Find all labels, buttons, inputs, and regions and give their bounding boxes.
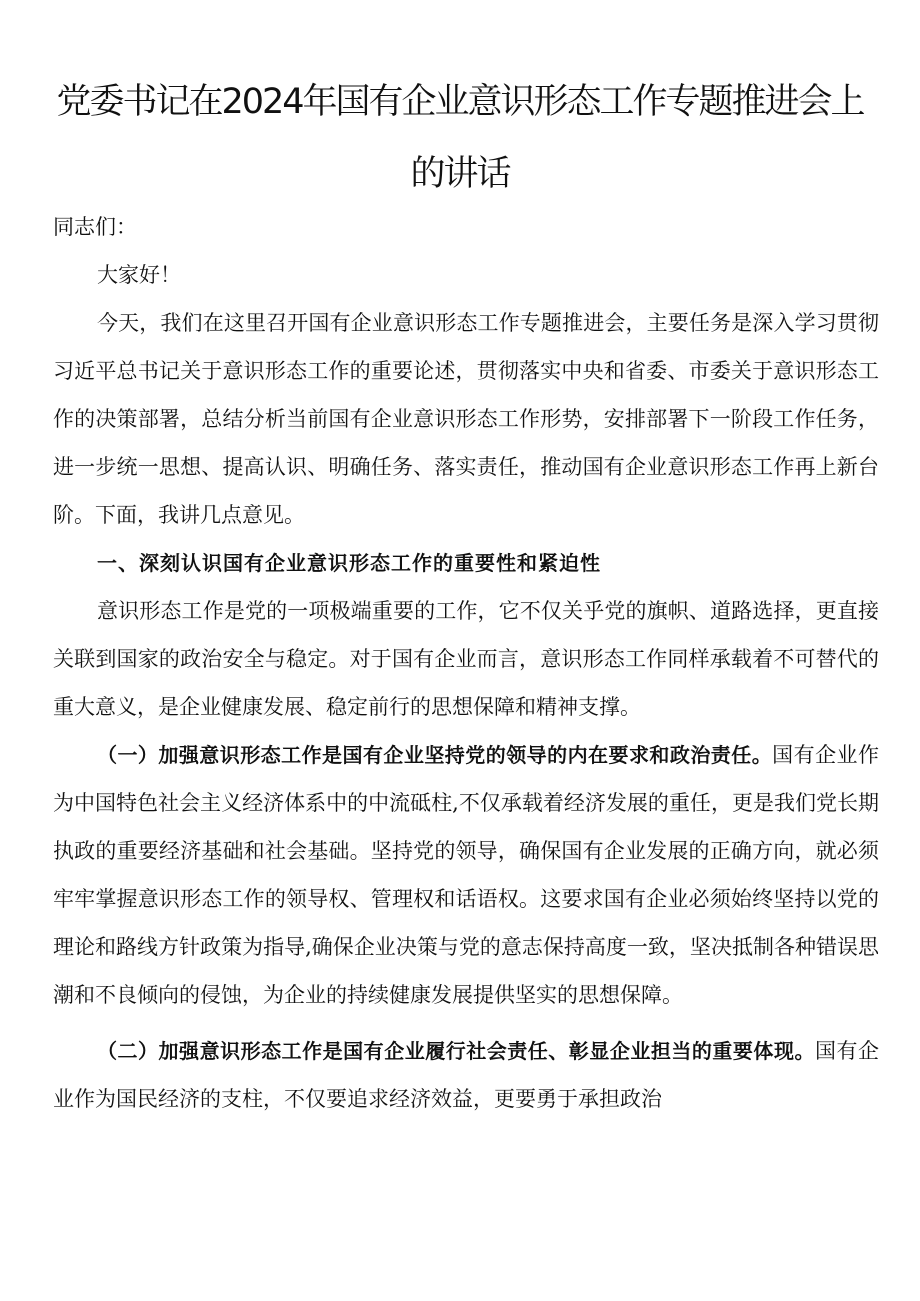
section-1-paragraph: 意识形态工作是党的一项极端重要的工作，它不仅关乎党的旗帜、道路选择，更直接关联到国家的政治安全与稳定。对于国有企业而言，意识形态工作同样承载着不可替代的重大意义，是企业健康发展、稳定前行的思想保障和精神支撑。 (53, 599, 879, 719)
point-2-paragraph (53, 1027, 879, 1123)
point-2-text: 国有企业作为国民经济的支柱，不仅要追求经济效益，更要勇于承担政治 (53, 1039, 880, 1111)
salutation: 同志们： (53, 215, 137, 239)
intro-paragraph: 今天，我们在这里召开国有企业意识形态工作专题推进会，主要任务是深入学习贯彻习近平总书记关于意识形态工作的重要论述，贯彻落实中央和省委、市委关于意识形态工作的决策部署，总结分析当前国有企业意识形态工作形势，安排部署下一阶段工作任务，进一步统一思想、提高认识、明确任务、落实责任，推动国有企业意识形态工作再上新台阶。下面，我讲几点意见。 (53, 311, 879, 527)
document-body (53, 203, 879, 1123)
document-title: 党委书记在2024年国有企业意识形态工作专题推进会上的讲话 (56, 82, 864, 194)
point-1-paragraph (53, 731, 879, 1019)
greeting: 大家好！ (97, 263, 181, 287)
point-1-heading: （一）加强意识形态工作是国有企业坚持党的领导的内在要求和政治责任。 (97, 743, 773, 767)
point-2-heading: （二）加强意识形态工作是国有企业履行社会责任、彰显企业担当的重要体现。 (97, 1039, 815, 1063)
section-1-heading: 一、深刻认识国有企业意识形态工作的重要性和紧迫性 (97, 551, 601, 575)
point-1-text: 国有企业作为中国特色社会主义经济体系中的中流砥柱,不仅承载着经济发展的重任，更是我们党长期执政的重要经济基础和社会基础。坚持党的领导，确保国有企业发展的正确方向，就必须牢牢掌握意识形态工作的领导权、管理权和话语权。这要求国有企业必须始终坚持以党的理论和路线方针政策为指导,确保企业决策与党的意志保持高度一致，坚决抵制各种错误思潮和不良倾向的侵蚀，为企业的持续健康发展提供坚实的思想保障。 (53, 743, 880, 1007)
